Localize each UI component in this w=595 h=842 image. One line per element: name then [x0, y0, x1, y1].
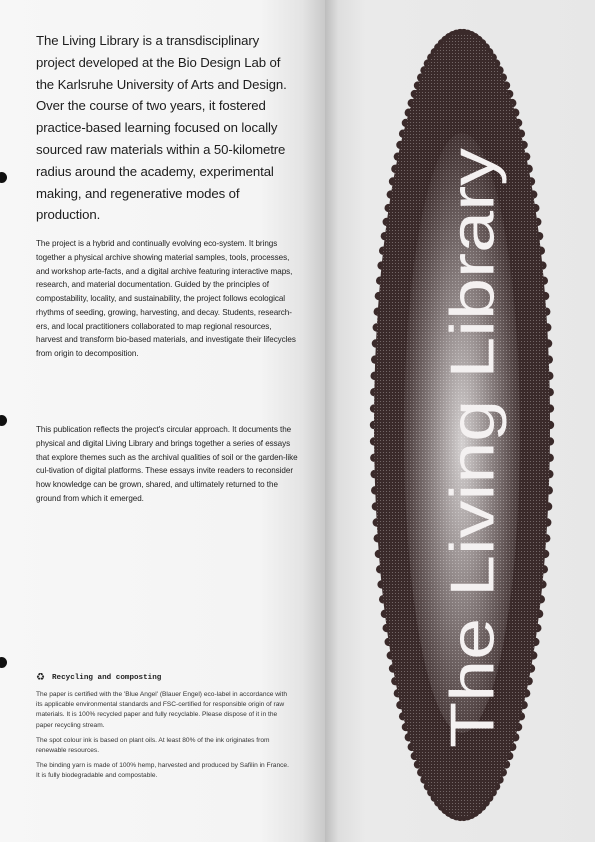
- cover-ellipse-graphic: [367, 28, 557, 823]
- colophon-ink: The spot colour ink is based on plant oils. At least 80% of the ink originates from renewable resources.: [36, 736, 270, 755]
- body-paragraph-1: The project is a hybrid and continually evolving eco-system. It brings together a physical archive showing material samples, tools, processes, and workshop arte-facts, and a digital archive featuring interactive maps, research, and material documentation. Guided by the principles of compostability, locality, and sustainability, the project follows ecological rhythms of seeding, growing, harvesting, and decay. Students, research-ers, and local practitioners collaborated to map regional resources, harvest and transform bio-based materials, and investigate their lifecycles from origin to decomposition.: [36, 239, 296, 358]
- colophon-heading: [36, 671, 291, 685]
- colophon-paper: The paper is certified with the 'Blue Angel' (Blauer Engel) eco-label in accordance with its applicable environmental standards and FSC-certified for responsible origin of raw materials. It is 100% recycled paper and fully recyclable. Please dispose of it in the paper recycling stream.: [36, 691, 288, 729]
- cover-artwork: [367, 28, 557, 823]
- cover-title: The Living Library: [438, 255, 508, 748]
- binding-hole: [0, 657, 7, 668]
- colophon: [36, 671, 291, 787]
- recycle-icon: ♻: [36, 672, 45, 683]
- intro-paragraph: The Living Library is a transdisciplinary project developed at the Bio Design Lab of the Karlsruhe University of Arts and Design. Over the course of two years, it fostered practice-based learning focused on locally sourced raw materials within a 50-kilometre radius around the academy, experimental making, and regenerative modes of production.: [36, 33, 287, 223]
- colophon-yarn: The binding yarn is made of 100% hemp, harvested and produced by Safilin in France. It is fully biodegradable and compostable.: [36, 762, 289, 780]
- binding-hole: [0, 172, 7, 183]
- body-paragraph-2: This publication reflects the project's circular approach. It documents the physical and digital Living Library and brings together a series of essays that explore themes such as the archival qualities of soil or the garden-like cul-tivation of digital platforms. These essays invite readers to reconsider how knowledge can be grown, shared, and ultimately returned to the ground from which it emerged.: [36, 425, 298, 503]
- colophon-title: Recycling and composting: [51, 674, 162, 682]
- binding-hole: [0, 415, 7, 426]
